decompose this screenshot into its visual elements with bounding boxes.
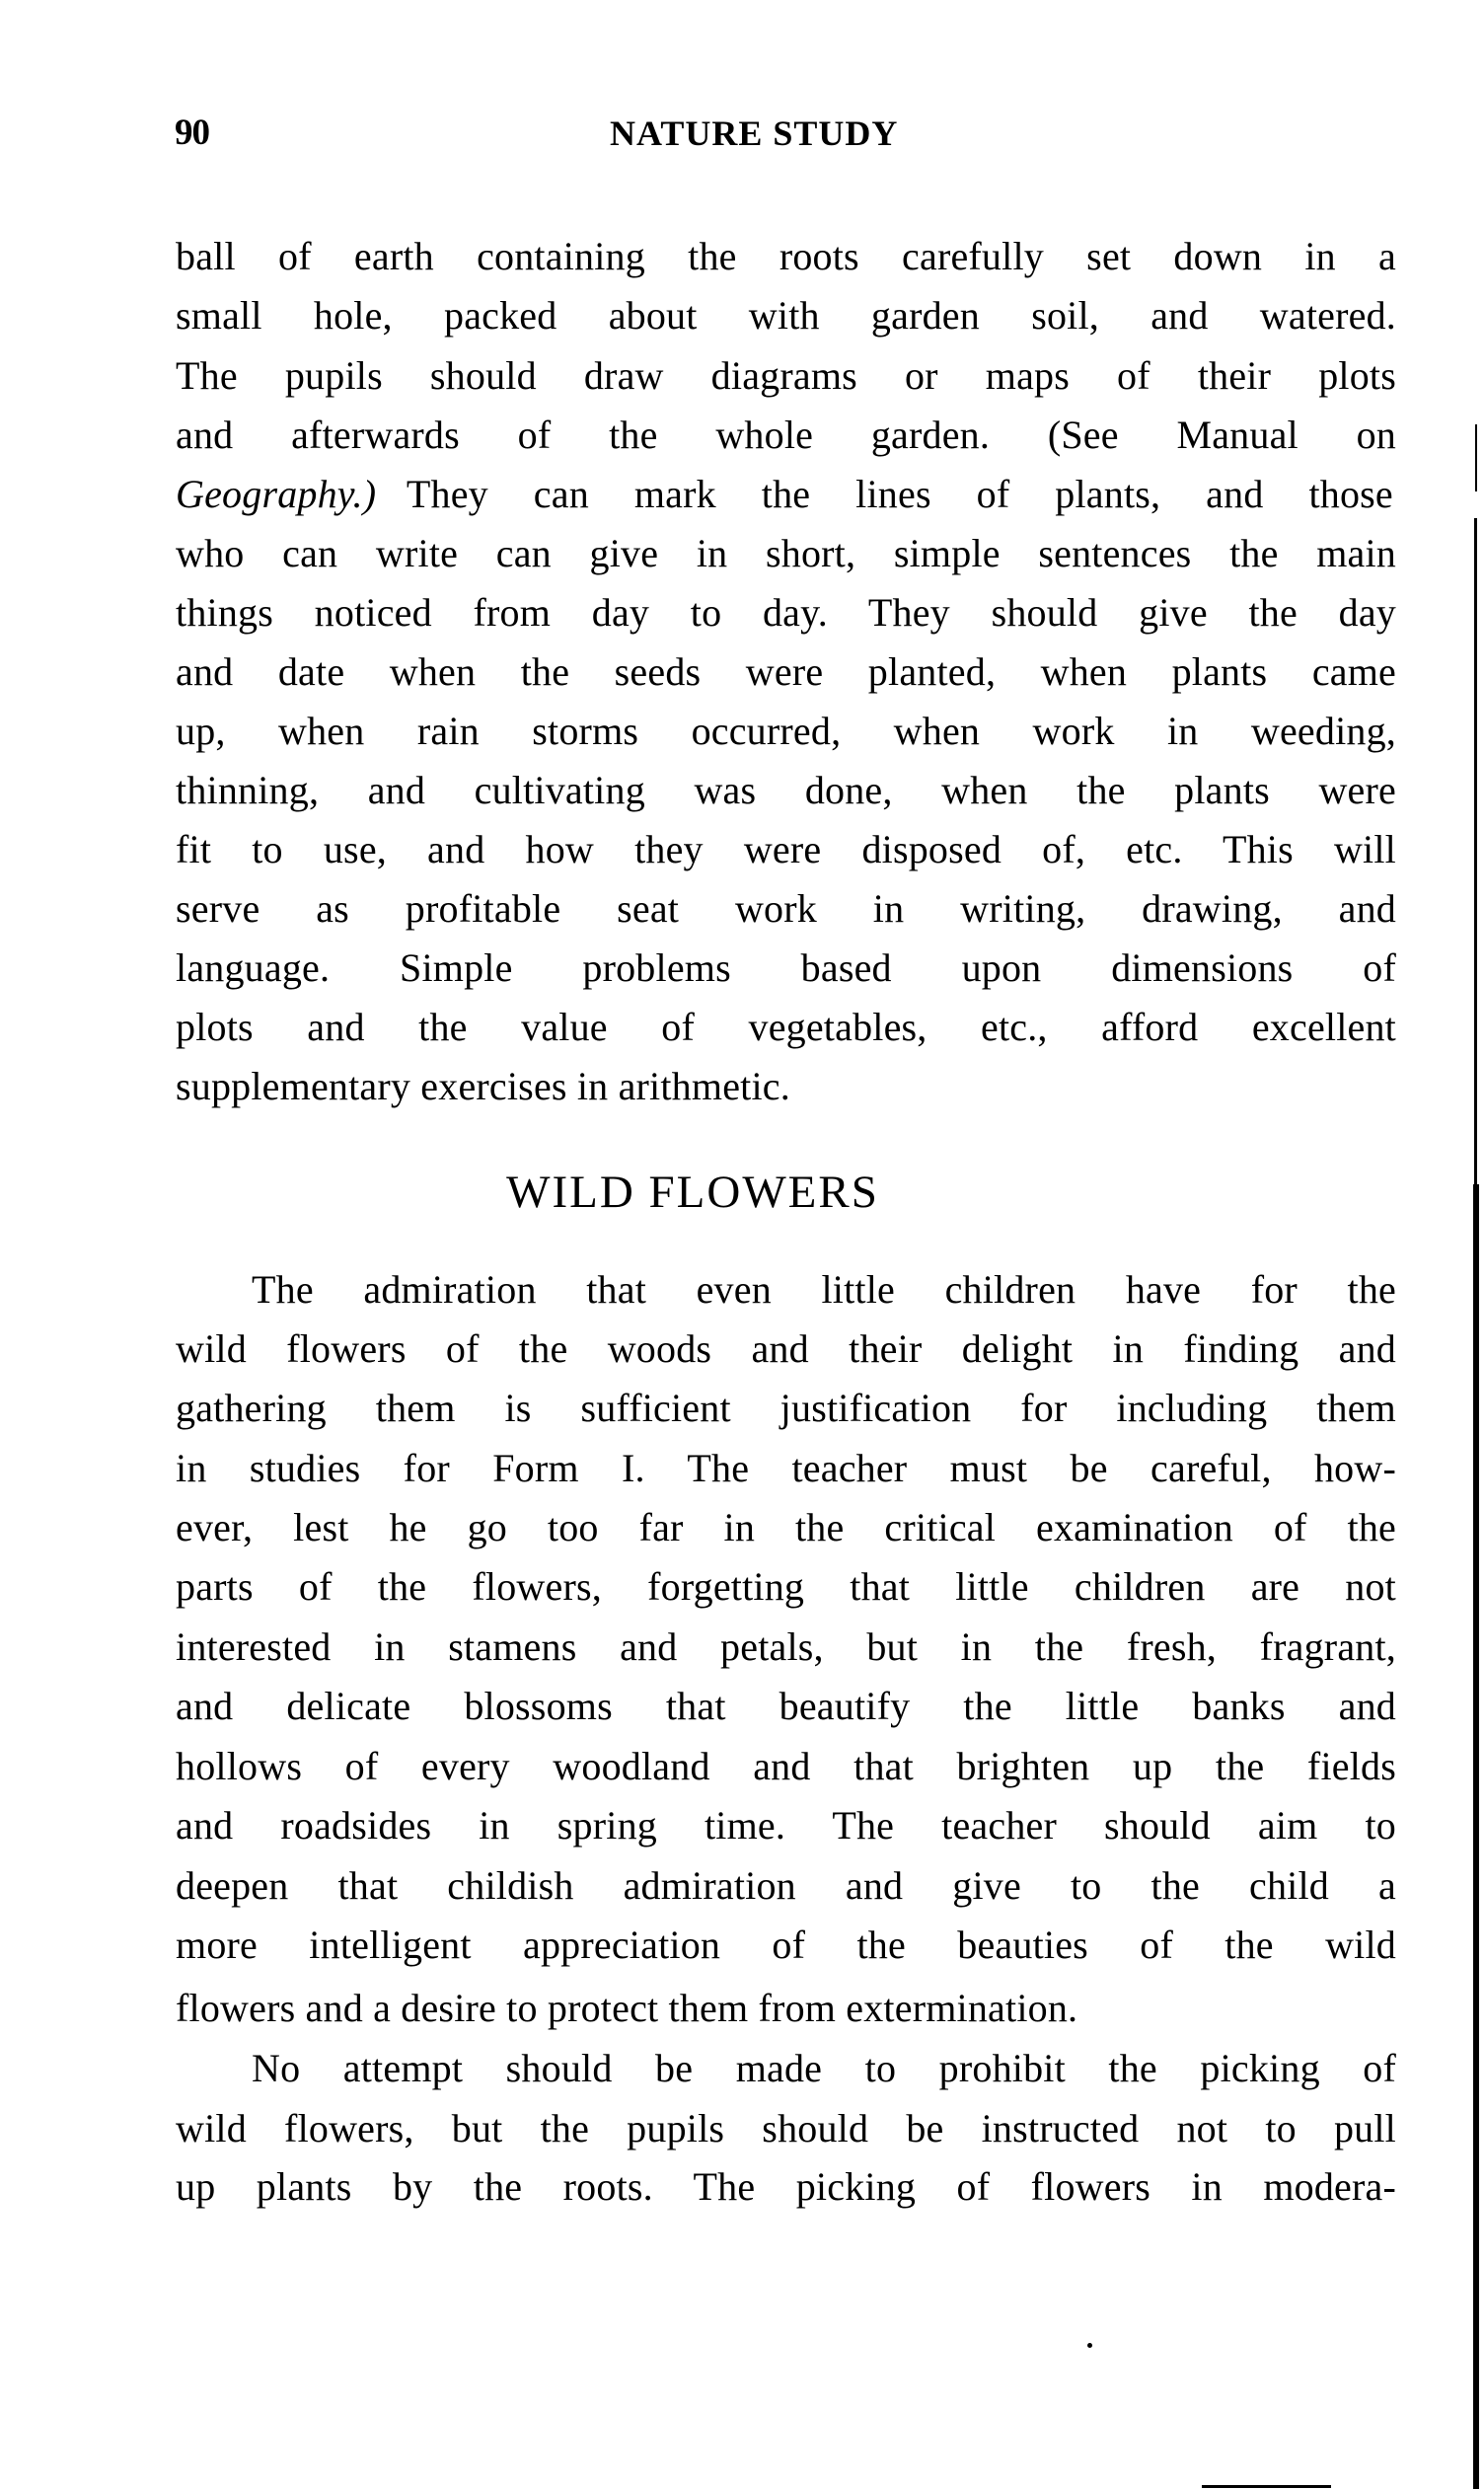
text-line: thinning, and cultivating was done, when the plants were: [176, 768, 1396, 812]
text-line: supplementary exercises in arithmetic.: [176, 1064, 790, 1108]
text-line: up, when rain storms occurred, when work in weeding,: [176, 709, 1396, 753]
text-line: and delicate blossoms that beautify the little banks and: [176, 1684, 1396, 1728]
section-heading-text: WILD FLOWERS: [506, 1167, 879, 1218]
text-line: The pupils should draw diagrams or maps of their plots: [176, 353, 1396, 398]
text-line: ever, lest he go too far in the critical examination of the: [176, 1505, 1396, 1549]
manual-reference-italic: Geography.): [176, 472, 377, 516]
text-line: serve as profitable seat work in writing, drawing, and: [176, 886, 1396, 931]
text-line: deepen that childish admiration and give to the child a: [176, 1863, 1396, 1908]
text-line: flowers and a desire to protect them from extermination.: [176, 1986, 1078, 2030]
page-number: 90: [175, 113, 209, 153]
bottom-rule: [1202, 2485, 1331, 2488]
page-edge-line: [1474, 518, 1477, 1209]
text-line: and afterwards of the whole garden. (See Manual on: [176, 413, 1396, 457]
text-line: wild flowers of the woods and their delight in finding and: [176, 1326, 1396, 1371]
text-line: No attempt should be made to prohibit the picking of: [252, 2046, 1396, 2090]
text-line: parts of the flowers, forgetting that little children are not: [176, 1564, 1396, 1609]
text-line: language. Simple problems based upon dimensions of: [176, 945, 1396, 990]
running-title: NATURE STUDY: [610, 113, 899, 153]
text-line: things noticed from day to day. They should give the day: [176, 590, 1396, 635]
text-line: gathering them is sufficient justification for including them: [176, 1386, 1396, 1430]
page-edge-line: [1473, 1184, 1479, 2489]
text-line: small hole, packed about with garden soil, and watered.: [176, 293, 1396, 338]
text-line: The admiration that even little children have for the: [252, 1267, 1396, 1312]
page-edge-line: [1475, 424, 1477, 491]
running-head: [175, 111, 1398, 156]
text-line: wild flowers, but the pupils should be instructed not to pull: [176, 2106, 1396, 2150]
text-line: and date when the seeds were planted, when plants came: [176, 649, 1396, 694]
text-line: in studies for Form I. The teacher must be careful, how-: [176, 1446, 1396, 1490]
text-line: plots and the value of vegetables, etc., afford excellent: [176, 1005, 1396, 1049]
text-line: interested in stamens and petals, but in the fresh, fragrant,: [176, 1624, 1396, 1669]
text-line: and roadsides in spring time. The teacher should aim to: [176, 1803, 1396, 1848]
text-line: [176, 465, 1396, 524]
text-line-remainder: They can mark the lines of plants, and those: [406, 472, 1393, 516]
section-heading: [0, 1165, 1484, 1220]
text-line: hollows of every woodland and that brighten up the fields: [176, 1744, 1396, 1788]
text-line: ball of earth containing the roots carefully set down in a: [176, 234, 1396, 278]
text-line: fit to use, and how they were disposed of, etc. This will: [176, 827, 1396, 871]
scan-speck: [1087, 2343, 1092, 2348]
text-line: who can write can give in short, simple sentences the main: [176, 531, 1396, 575]
text-line: up plants by the roots. The picking of flowers in modera-: [176, 2164, 1396, 2209]
text-line: more intelligent appreciation of the beauties of the wild: [176, 1923, 1396, 1967]
